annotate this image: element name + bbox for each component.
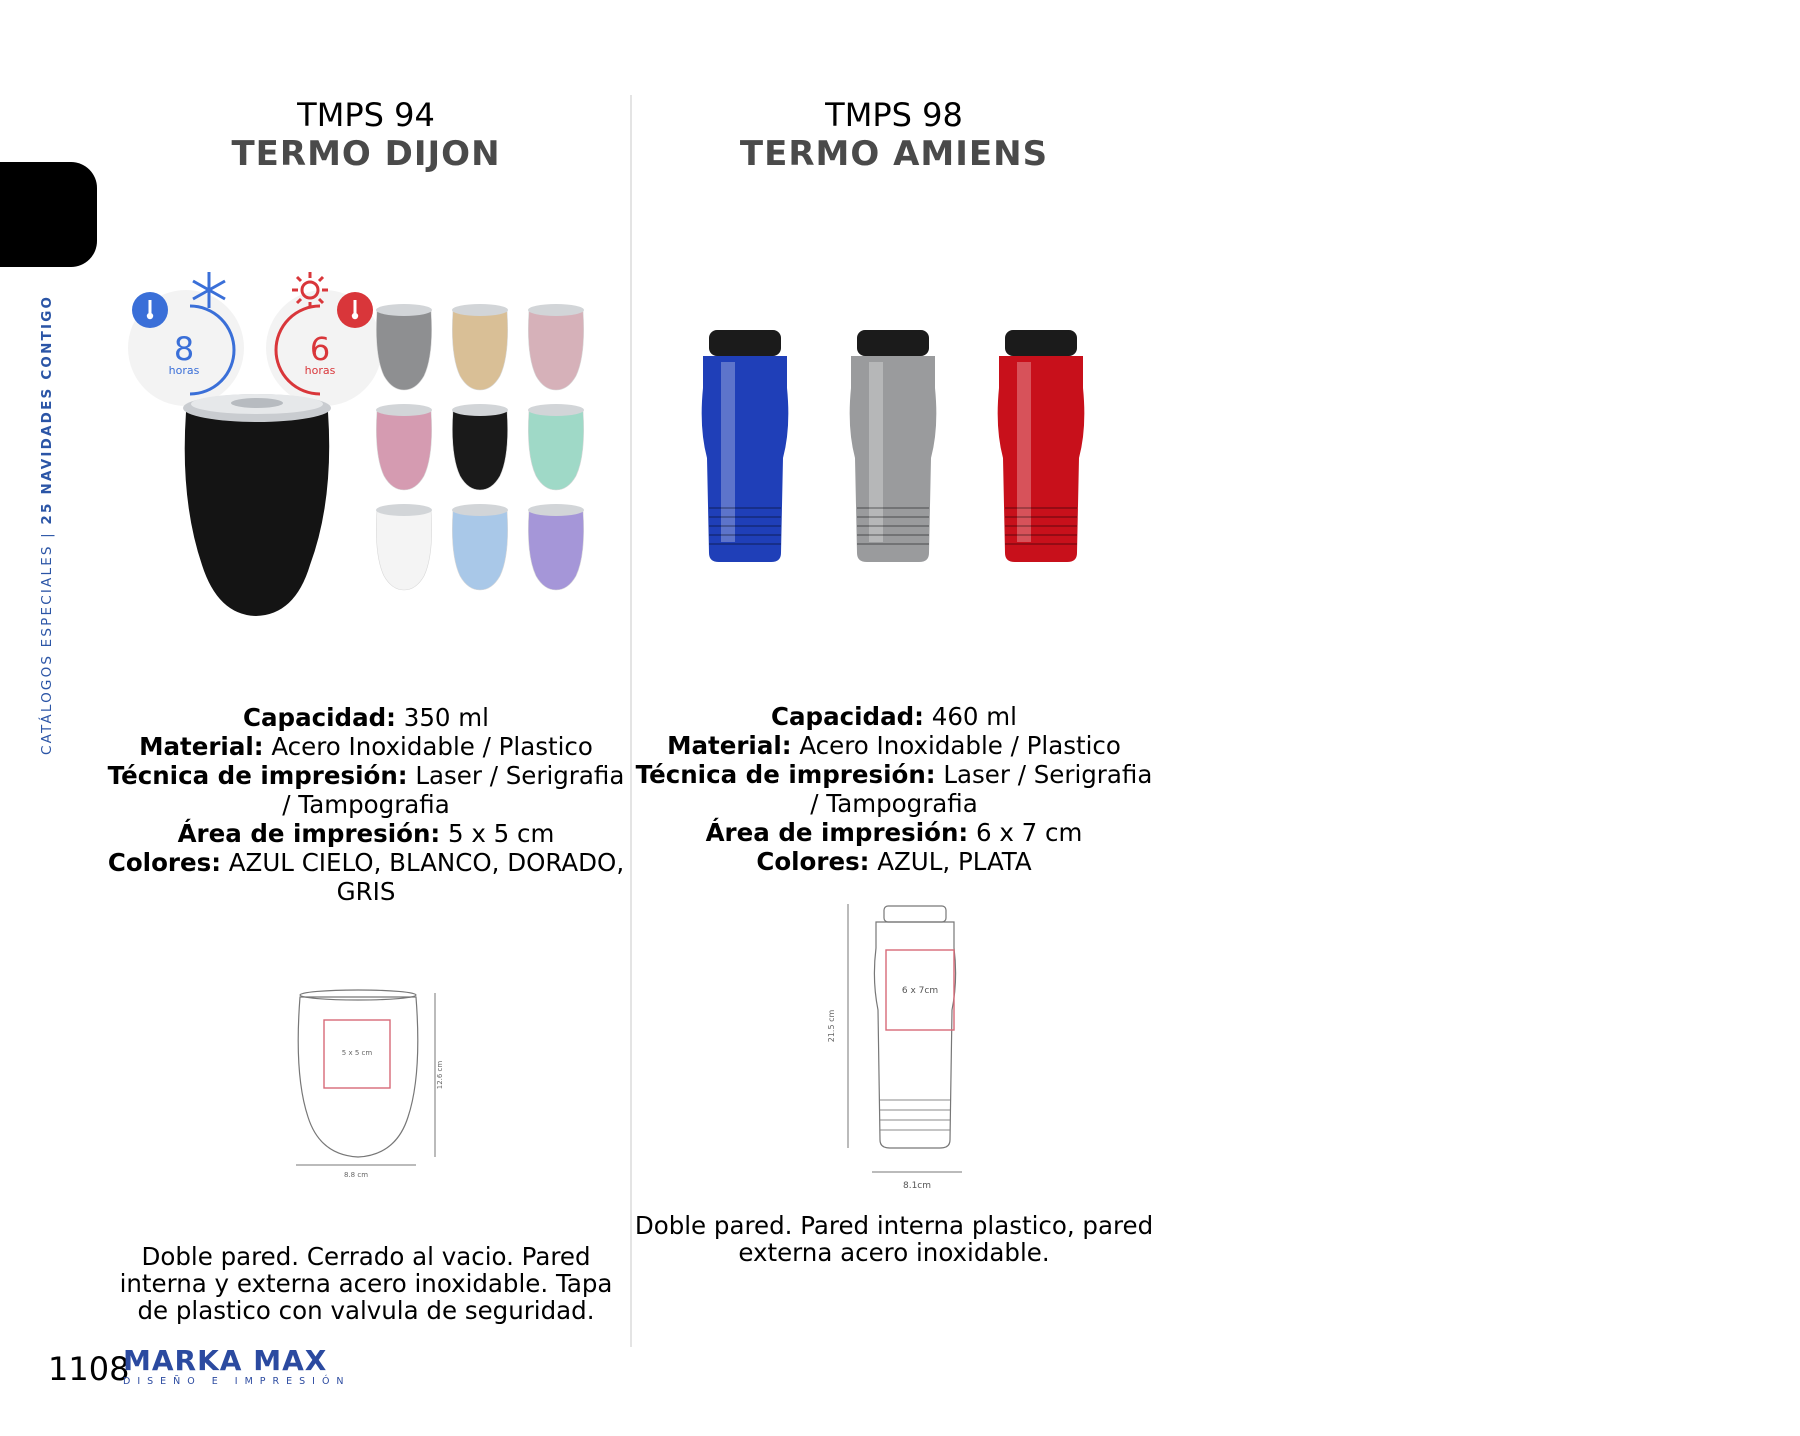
diagram-width: 8.8 cm <box>343 1171 369 1179</box>
amiens-tumbler <box>702 330 789 562</box>
mini-tumbler <box>376 304 432 390</box>
mini-tumbler <box>528 404 584 490</box>
mini-tumbler <box>376 404 432 490</box>
dimension-diagram-amiens <box>820 900 980 1195</box>
product-header-1 <box>106 96 626 174</box>
product-specs-2: Capacidad: 460 ml Material: Acero Inoxidable / Plastico Técnica de impresión: Laser / Serigrafia / Tampografia Área de impresión: 6 x 7 cm Colores: AZUL, PLATA <box>635 702 1153 876</box>
product-image-amiens <box>690 318 1100 568</box>
mini-tumbler <box>376 504 432 590</box>
heat-badge <box>266 272 382 406</box>
diagram-print-area: 6 x 7cm <box>901 986 939 996</box>
dimension-diagram-dijon <box>290 985 450 1180</box>
product-description-2: Doble pared. Pared interna plastico, pared externa acero inoxidable. <box>634 1211 1154 1267</box>
column-divider <box>630 95 632 1347</box>
heat-hours-value: 6 <box>309 330 331 368</box>
heat-hours-unit: horas <box>304 364 336 377</box>
tumbler-black-large <box>183 394 331 616</box>
product-image-dijon <box>120 260 600 625</box>
product-code: TMPS 98 <box>825 96 963 134</box>
product-name: TERMO AMIENS <box>739 134 1049 174</box>
product-specs-1: Capacidad: 350 ml Material: Acero Inoxidable / Plastico Técnica de impresión: Laser / Serigrafia / Tampografia Área de impresión: 5 x 5 cm Colores: AZUL CIELO, BLANCO, DORADO, GRIS <box>107 703 625 906</box>
sidebar-section-label: CATÁLOGOS ESPECIALES | 25 NAVIDADES CONTIGO <box>39 294 55 755</box>
mini-tumbler <box>452 504 508 590</box>
product-code: TMPS 94 <box>297 96 435 134</box>
diagram-height: 21.5 cm <box>827 1009 836 1043</box>
mini-tumbler <box>528 304 584 390</box>
mini-tumbler <box>528 504 584 590</box>
product-description-1: Doble pared. Cerrado al vacio. Pared interna y externa acero inoxidable. Tapa de plastico con valvula de seguridad. <box>119 1242 613 1325</box>
mini-tumbler <box>452 304 508 390</box>
product-name: TERMO DIJON <box>231 134 501 174</box>
amiens-tumbler <box>850 330 937 562</box>
diagram-width: 8.1cm <box>902 1181 932 1191</box>
amiens-tumbler <box>998 330 1085 562</box>
logo-text: MARKA MAX <box>123 1344 328 1377</box>
brand-logo <box>123 1346 373 1390</box>
product-header-2 <box>634 96 1154 174</box>
diagram-height: 12.6 cm <box>436 1060 444 1090</box>
logo-subtitle: DISEÑO E IMPRESIÓN <box>123 1376 351 1387</box>
mini-tumbler <box>452 404 508 490</box>
section-tab <box>0 162 97 267</box>
cold-badge <box>128 272 244 406</box>
cold-hours-unit: horas <box>168 364 200 377</box>
page-number: 1108 <box>48 1350 130 1388</box>
diagram-print-area: 5 x 5 cm <box>341 1049 373 1057</box>
cold-hours-value: 8 <box>173 330 195 368</box>
sun-icon <box>292 272 328 308</box>
